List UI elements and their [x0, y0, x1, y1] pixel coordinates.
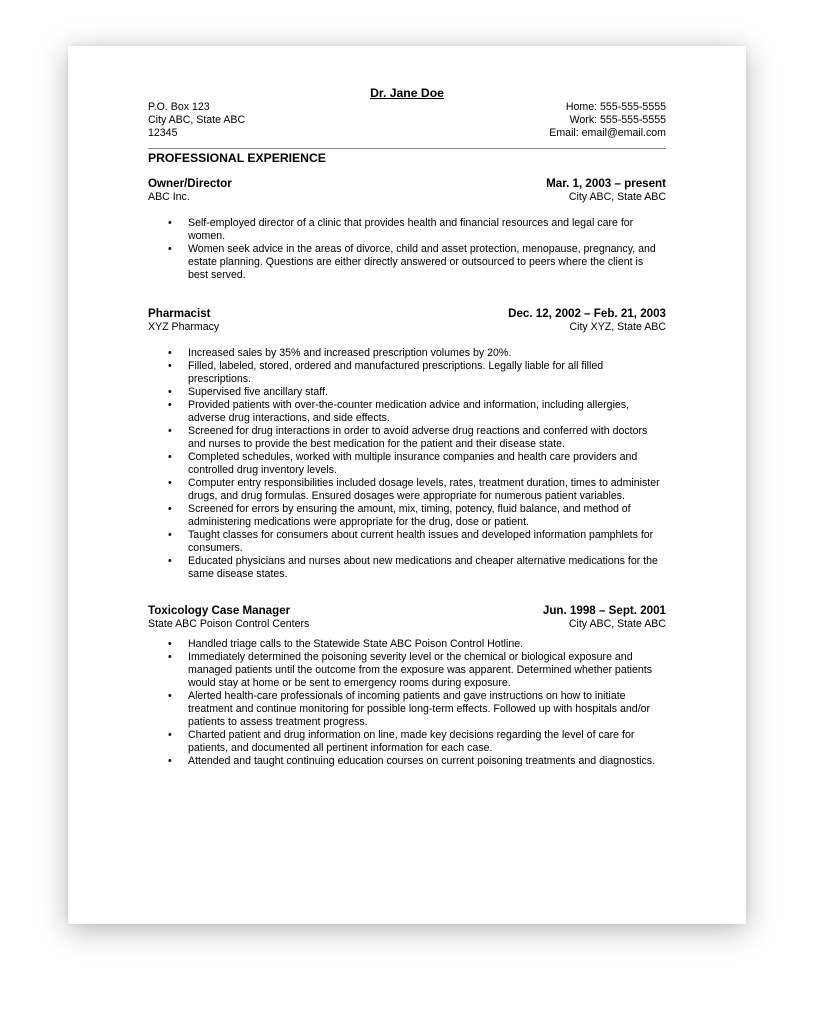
bullet-item: • Filled, labeled, stored, ordered and manufactured prescriptions. Legally liable for all filled prescriptions.: [188, 360, 666, 386]
job-bullets: [148, 217, 666, 282]
job-dates: Jun. 1998 – Sept. 2001: [542, 604, 666, 617]
work-phone: Work: 555-555-5555: [569, 114, 666, 126]
contact-block: [148, 101, 666, 140]
job-company: ABC Inc.: [148, 191, 190, 203]
address-line: City ABC, State ABC: [148, 114, 246, 126]
bullet-item: • Alerted health-care professionals of incoming patients and gave instructions on how to initiate treatment and continue monitoring for possible long-term effects. Followed up with hospitals and/or patients to assess treatment progress.: [188, 690, 666, 729]
bullet-item: • Self-employed director of a clinic that provides health and financial resources and legal care for women.: [188, 217, 666, 243]
job-entry: [148, 604, 666, 768]
job-title: Toxicology Case Manager: [148, 604, 291, 617]
bullet-item: • Handled triage calls to the Statewide State ABC Poison Control Hotline.: [188, 638, 666, 651]
job-dates: Mar. 1, 2003 – present: [546, 177, 666, 190]
resume-page: [68, 46, 746, 924]
home-phone: Home: 555-555-5555: [565, 101, 666, 113]
resume-content: [148, 86, 666, 768]
bullet-item: • Educated physicians and nurses about new medications and cheaper alternative medications for the same disease states.: [188, 555, 666, 581]
job-company: State ABC Poison Control Centers: [148, 618, 310, 630]
bullet-item: • Women seek advice in the areas of divorce, child and asset protection, menopause, pregnancy, and estate planning. Questions are either directly answered or outsourced to peers where the client is best served.: [188, 243, 666, 282]
phone-email: [549, 101, 666, 140]
bullet-item: • Attended and taught continuing education courses on current poisoning treatments and diagnostics.: [188, 755, 666, 768]
job-location: City ABC, State ABC: [568, 191, 666, 203]
job-entry: [148, 177, 666, 282]
section-divider: [148, 148, 666, 149]
mailing-address: [148, 101, 245, 140]
bullet-item: • Completed schedules, worked with multiple insurance companies and health care providers and controlled drug inventory levels.: [188, 451, 666, 477]
section-title: PROFESSIONAL EXPERIENCE: [148, 151, 326, 165]
address-line: P.O. Box 123: [148, 101, 210, 113]
job-title: Pharmacist: [148, 307, 211, 320]
bullet-item: • Increased sales by 35% and increased prescription volumes by 20%.: [188, 347, 666, 360]
job-bullets: [148, 638, 666, 768]
job-location: City ABC, State ABC: [568, 618, 666, 630]
bullet-item: • Immediately determined the poisoning severity level or the chemical or biological exposure and managed patients until the outcome from the exposure was apparent. Determined whether patients would stay at home or be sent to emergency rooms during exposure.: [188, 651, 666, 690]
job-title: Owner/Director: [148, 177, 232, 190]
job-company: XYZ Pharmacy: [148, 321, 220, 333]
bullet-item: • Screened for drug interactions in order to avoid adverse drug reactions and conferred with doctors and nurses to provide the best medication for the patient and their disease state.: [188, 425, 666, 451]
bullet-item: • Computer entry responsibilities included dosage levels, rates, treatment duration, times to administer drugs, and drug formulas. Ensured dosages were appropriate for numerous patient variables.: [188, 477, 666, 503]
bullet-item: • Supervised five ancillary staff.: [188, 386, 666, 399]
email-address: Email: email@email.com: [549, 127, 666, 139]
resume-name: Dr. Jane Doe: [370, 86, 444, 100]
job-bullets: [148, 347, 666, 581]
bullet-item: • Provided patients with over-the-counter medication advice and information, including allergies, adverse drug interactions, and side effects.: [188, 399, 666, 425]
job-entry: [148, 307, 666, 581]
bullet-item: • Screened for errors by ensuring the amount, mix, timing, potency, fluid balance, and method of administering medications were appropriate for the drug, dose or patient.: [188, 503, 666, 529]
bullet-item: • Taught classes for consumers about current health issues and developed information pamphlets for consumers.: [188, 529, 666, 555]
bullet-item: • Charted patient and drug information on line, made key decisions regarding the level of care for patients, and documented all pertinent information for each case.: [188, 729, 666, 755]
job-dates: Dec. 12, 2002 – Feb. 21, 2003: [508, 307, 666, 320]
address-line: 12345: [148, 127, 178, 139]
job-location: City XYZ, State ABC: [569, 321, 666, 333]
